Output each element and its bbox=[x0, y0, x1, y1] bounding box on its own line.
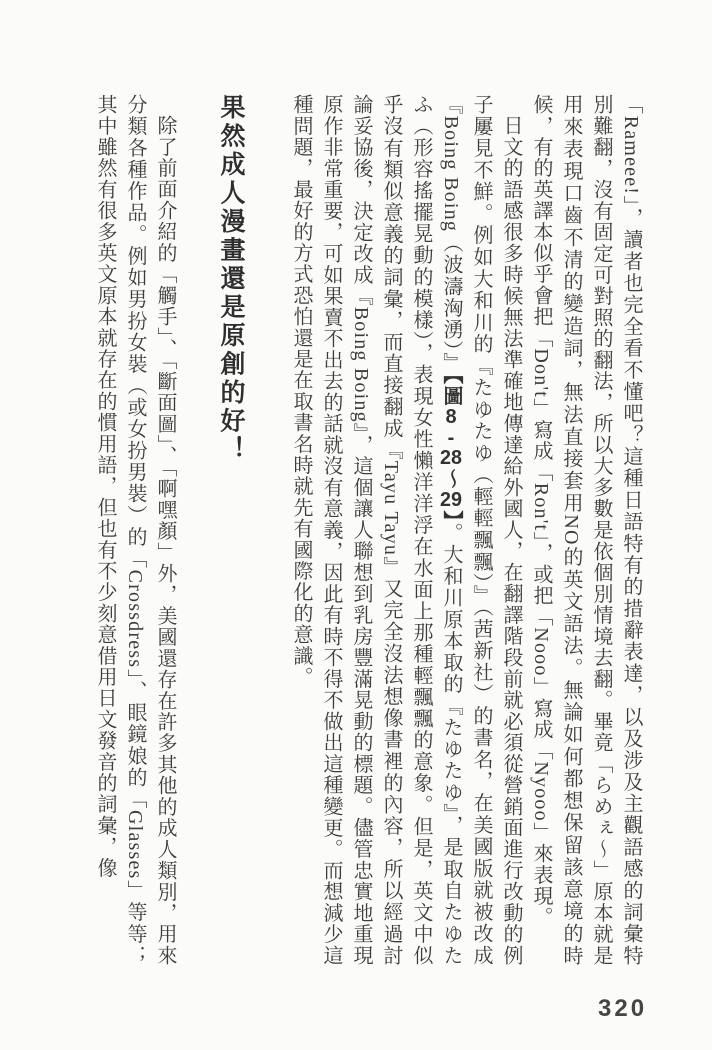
figure-reference bbox=[440, 374, 462, 522]
figure-ref-number-1: 8 bbox=[445, 407, 457, 428]
page-number: 320 bbox=[598, 995, 648, 1022]
paragraph-text-after-figure-ref: 。大和川原本取的『たゆたゆ』，是取自たゆたふ（形容搖擺晃動的模樣），表現女性懶洋洋浮在水面上那種輕飄飄的意象。但是，英文中似乎沒有類似意義的詞彙，而直接翻成『Tayu Tayu』又完全沒法想像書裡的內容，所以經過討論妥協後，決定改成『Boing Boing』，這個讓人聯想到乳房豐滿晃動的標題。儘管忠實地重現原作非常重要，可如果賣不出去的話就沒有意義，因此有時不得不做出這種變更。而想減少這種問題，最好的方式恐怕還是在取書名時就先有國際化的意識。 bbox=[290, 94, 462, 966]
paragraph-text-before-figure-ref: 日文的語感很多時候無法準確地傳達給外國人，在翻譯階段前就必須從營銷面進行改動的例子屢見不鮮。例如大和川的『たゆたゆ（輕輕飄飄）』（茜新社）的書名，在美國版就被改成『Boing Boing（波濤洶湧）』 bbox=[440, 94, 522, 966]
paragraph-continued-from-previous-page: 「Rameee!」，讀者也完全看不懂吧？這種日語特有的措辭表達，以及涉及主觀語感的詞彙特別難翻，沒有固定可對照的翻法，所以大多數是依個別情境去翻。畢竟「らめぇ～」原本就是用來表現口齒不清的變造詞，無法直接套用NO的英文語法。無論如何都想保留該意境的時候，有的英譯本似乎會把「Don't」寫成「Ron't」，或把「Nooo」寫成「Nyooo」來表現。 bbox=[530, 94, 642, 966]
page-text-block bbox=[90, 94, 646, 966]
figure-ref-number-3: 29 bbox=[440, 490, 462, 511]
paragraph-translation-example bbox=[286, 94, 526, 966]
figure-ref-label: 圖 bbox=[440, 385, 462, 408]
figure-ref-number-2: 28 bbox=[440, 448, 462, 469]
section-heading: 果然成人漫畫還是原創的好！ bbox=[217, 94, 245, 465]
figure-ref-dash: - bbox=[447, 427, 455, 448]
figure-ref-close-bracket: 】 bbox=[440, 510, 462, 523]
figure-ref-open-bracket: 【 bbox=[440, 373, 462, 386]
figure-ref-tilde: ～ bbox=[440, 468, 462, 491]
paragraph-adult-categories: 除了前面介紹的「觸手」、「斷面圖」、「啊嘿顏」外，美國還存在許多其他的成人類別，用來分類各種作品。例如男扮女裝（或女扮男裝）的「Crossdress」、眼鏡娘的「Glasses」等等；其中雖然有很多英文原本就存在的慣用語，但也有不少刻意借用日文發音的詞彙，像 bbox=[94, 94, 176, 966]
